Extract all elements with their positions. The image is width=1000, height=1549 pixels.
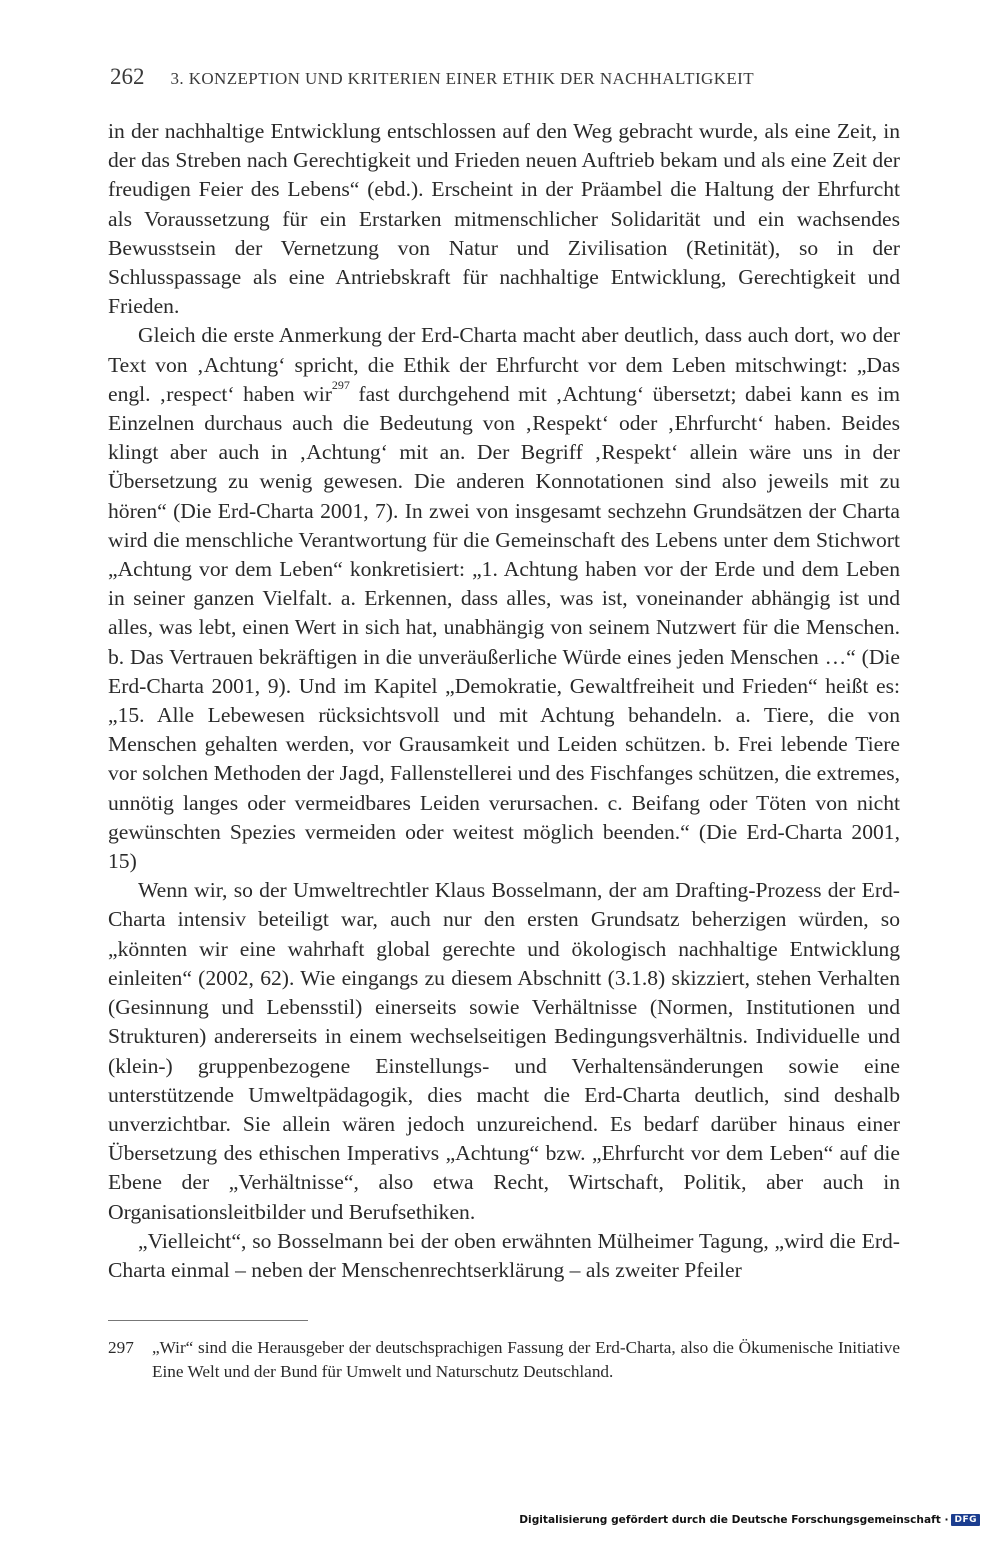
page-number: 262 [110,64,145,89]
paragraph-2-end: fast durchgehend mit ‚Achtung‘ übersetzt; dabei kann es im Einzelnen durchaus auch die Bedeutung von ‚Respekt‘ oder ‚Ehrfurcht‘ haben. Beides klingt aber auch in ‚Achtung‘ mit an. Der Begriff ‚Respekt‘ allein wäre uns in der Übersetzung zu wenig gewesen. Die anderen Konnotationen sind also jeweils mit zu hören“ (Die Erd-Charta 2001, 7). In zwei von insgesamt sechzehn Grundsätzen der Charta wird die menschliche Verantwortung für die Gemeinschaft des Lebens unter dem Stichwort „Achtung vor dem Leben“ konkretisiert: „1. Achtung haben vor der Erde und dem Leben in seiner ganzen Vielfalt. a. Erkennen, dass alles, was ist, voneinander abhängig ist und alles, was lebt, einen Wert in sich hat, unabhängig von seinem Nutzwert für die Menschen. b. Das Vertrauen bekräftigen in die unveräußerliche Würde eines jeden Menschen …“ (Die Erd-Charta 2001, 9). Und im Kapitel „Demokratie, Gewaltfreiheit und Frieden“ heißt es: „15. Alle Lebewesen rücksichtsvoll und mit Achtung behandeln. a. Tiere, die von Menschen gehalten werden, vor Grausamkeit und Leiden schützen. b. Frei lebende Tiere vor solchen Methoden der Jagd, Fallenstellerei und des Fischfanges schützen, die extremes, unnötig langes oder vermeidbares Leiden verursachen. c. Beifang oder Töten von nicht gewünschten Spezies vermeiden oder weitest möglich beenden.“ (Die Erd-Charta 2001, 15) [108,381,900,874]
digitization-notice [519,1509,980,1531]
paragraph-1: in der nachhaltige Entwicklung entschlossen auf den Weg gebracht wurde, als eine Zeit, in der das Streben nach Gerechtigkeit und Frieden neuen Auftrieb bekam und als eine Zeit der freudigen Feier des Lebens“ (ebd.). Erscheint in der Präambel die Haltung der Ehrfurcht als Voraussetzung für ein Erstarken mitmenschlicher Solidarität und ein wachsendes Bewusstsein der Vernetzung von Natur und Zivilisation (Retinität), so in der Schlusspassage als eine Antriebskraft für nachhaltige Entwicklung, Gerechtigkeit und Frieden. [108,119,900,319]
footnote [108,1336,900,1384]
paragraph-4: „Vielleicht“, so Bosselmann bei der oben erwähnten Mülheimer Tagung, „wird die Erd-Charta einmal – neben der Menschenrechtserklärung – als zweiter Pfeiler [108,1228,900,1282]
footnote-text: „Wir“ sind die Herausgeber der deutschsprachigen Fassung der Erd-Charta, also die Ökumenische Initiative Eine Welt und der Bund für Umwelt und Naturschutz Deutschland. [152,1338,900,1381]
running-head: 3. KONZEPTION UND KRITERIEN EINER ETHIK DER NACHHALTIGKEIT [170,69,754,88]
footnote-divider [108,1320,308,1321]
digitization-text: Digitalisierung gefördert durch die Deutsche Forschungsgemeinschaft · [519,1514,949,1526]
paragraph-2 [108,321,900,876]
dfg-logo-icon: DFG [951,1514,980,1526]
page-header [110,64,900,96]
footnote-reference: 297 [331,377,350,392]
paragraph-3: Wenn wir, so der Umweltrechtler Klaus Bosselmann, der am Drafting-Prozess der Erd-Charta intensiv beteiligt war, auch nur den ersten Grundsatz beherzigen würden, so „könnten wir eine wahrhaft global gerechte und ökologisch nachhaltige Entwicklung einleiten“ (2002, 62). Wie eingangs zu diesem Abschnitt (3.1.8) skizziert, stehen Verhalten (Gesinnung und Lebensstil) einerseits sowie Verhältnisse (Normen, Institutionen und Strukturen) andererseits in einem wechselseitigen Bedingungsverhältnis. Individuelle und (klein-) gruppenbezogene Einstellungs- und Verhaltensänderungen sowie eine unterstützende Umweltpädagogik, dies macht die Erd-Charta deutlich, sind deshalb unverzichtbar. Sie allein wären jedoch unzureichend. Es bedarf darüber hinaus einer Übersetzung des ethischen Imperativs „Achtung“ bzw. „Ehrfurcht vor dem Leben“ auf die Ebene der „Verhältnisse“, also etwa Recht, Wirtschaft, Politik, aber auch in Organisationsleitbilder und Berufsethiken. [108,878,900,1224]
footnote-number: 297 [108,1338,134,1357]
paragraph-2-start: Gleich die erste Anmerkung der Erd-Charta macht aber deutlich, dass auch dort, wo der Text von ‚Achtung‘ spricht, die Ethik der Ehrfurcht vor dem Leben mitschwingt: „Das engl. ‚respect‘ haben wir [108,323,900,406]
main-text [108,117,900,1285]
